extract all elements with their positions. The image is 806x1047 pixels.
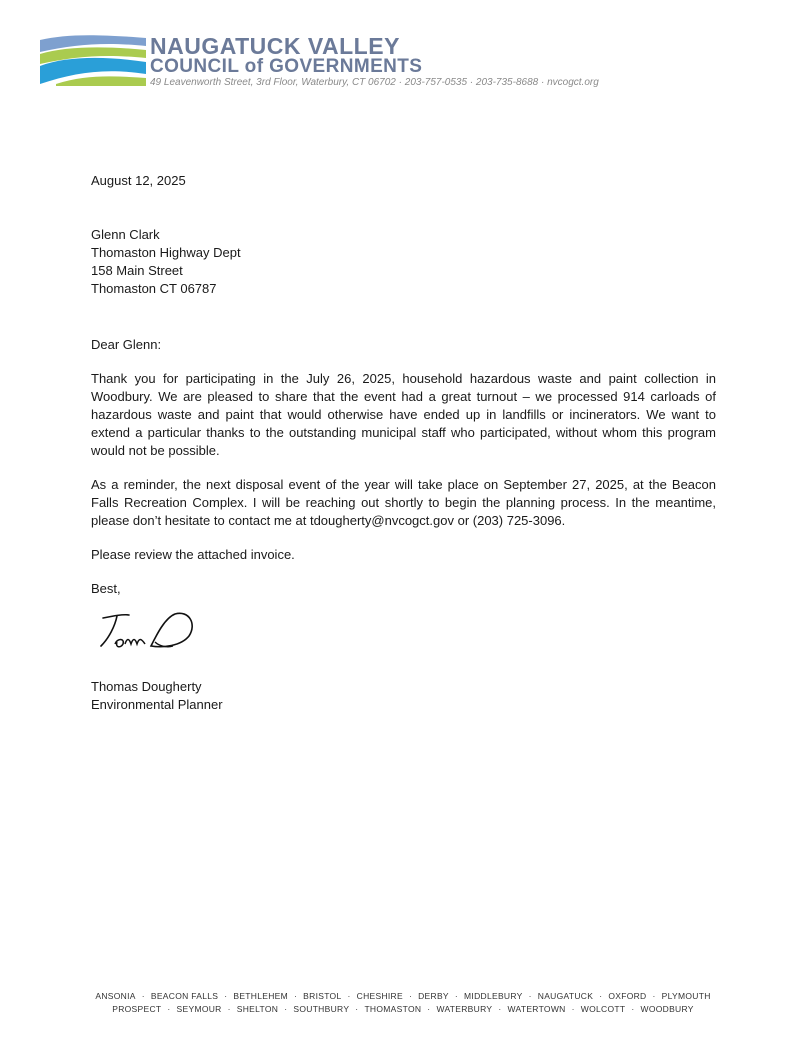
org-address: 49 Leavenworth Street, 3rd Floor, Waterbury, CT 06702 · 203-757-0535 · 203-735-8688 · nvcogct.org <box>150 77 599 88</box>
footer-town: PLYMOUTH <box>661 991 711 1001</box>
footer-separator: · <box>224 991 228 1001</box>
footer-separator: · <box>294 991 298 1001</box>
footer-separator: · <box>652 991 656 1001</box>
footer-separator: · <box>571 1004 575 1014</box>
footer-separator: · <box>427 1004 431 1014</box>
recipient-org: Thomaston Highway Dept <box>91 245 241 260</box>
footer-town: BEACON FALLS <box>150 991 219 1001</box>
footer-town: PROSPECT <box>112 1004 162 1014</box>
footer-separator: · <box>408 991 413 1001</box>
footer-separator: · <box>141 991 145 1001</box>
footer-town: THOMASTON <box>364 1004 422 1014</box>
footer-town: NAUGATUCK <box>537 991 594 1001</box>
signer-title: Environmental Planner <box>91 697 223 712</box>
paragraph-invoice: Please review the attached invoice. <box>91 547 295 562</box>
signer-name: Thomas Dougherty <box>91 679 202 694</box>
footer-town: ANSONIA <box>95 991 136 1001</box>
nvcog-logo-icon <box>36 32 148 88</box>
closing: Best, <box>91 581 121 596</box>
footer-separator: · <box>355 1004 359 1014</box>
paragraph-reminder: As a reminder, the next disposal event of the year will take place on September 27, 2025, at the Beacon Falls Recreation Complex. I will be reaching out shortly to begin the planning process. In the meantime, please don’t hesitate to contact me at tdougherty@nvcogct.gov or (203) 725-3096. <box>91 477 716 528</box>
letterhead <box>36 32 776 92</box>
footer-town: WOLCOTT <box>580 1004 626 1014</box>
footer-town: SOUTHBURY <box>293 1004 350 1014</box>
org-name-line1: NAUGATUCK VALLEY <box>150 33 400 59</box>
footer-town: BRISTOL <box>303 991 342 1001</box>
footer-town: BETHLEHEM <box>233 991 289 1001</box>
letter-body <box>91 172 716 714</box>
footer-separator: · <box>631 1004 635 1014</box>
footer-town: WATERTOWN <box>507 1004 566 1014</box>
footer-separator: · <box>599 991 603 1001</box>
footer-town: WATERBURY <box>436 1004 493 1014</box>
footer-town: MIDDLEBURY <box>464 991 523 1001</box>
footer-row-1 <box>40 990 766 1003</box>
signature-icon <box>93 606 205 654</box>
footer-separator: · <box>528 991 532 1001</box>
footer-town: DERBY <box>418 991 449 1001</box>
footer-town: CHESHIRE <box>356 991 403 1001</box>
footer-separator: · <box>498 1004 502 1014</box>
salutation: Dear Glenn: <box>91 337 162 352</box>
recipient-block <box>91 226 716 298</box>
paragraph-thanks: Thank you for participating in the July 26, 2025, household hazardous waste and paint collection in Woodbury. We are pleased to share that the event had a great turnout – we processed 914 carloads of hazardous waste and paint that would otherwise have ended up in landfills or incinerators. We want to extend a particular thanks to the outstanding municipal staff who participated, without whom this program would not be possible. <box>91 371 716 458</box>
footer-separator: · <box>347 991 351 1001</box>
member-towns-footer <box>40 990 766 1016</box>
footer-town: WOODBURY <box>640 1004 694 1014</box>
org-name-line2: COUNCIL of GOVERNMENTS <box>150 56 423 77</box>
recipient-name: Glenn Clark <box>91 227 160 242</box>
footer-row-2 <box>40 1003 766 1016</box>
footer-town: SHELTON <box>236 1004 279 1014</box>
footer-town: OXFORD <box>608 991 647 1001</box>
footer-separator: · <box>227 1004 231 1014</box>
footer-town: SEYMOUR <box>176 1004 222 1014</box>
footer-separator: · <box>284 1004 288 1014</box>
footer-separator: · <box>167 1004 171 1014</box>
recipient-street: 158 Main Street <box>91 263 183 278</box>
recipient-city: Thomaston CT 06787 <box>91 281 217 296</box>
footer-separator: · <box>454 991 459 1001</box>
letter-date: August 12, 2025 <box>91 173 186 188</box>
